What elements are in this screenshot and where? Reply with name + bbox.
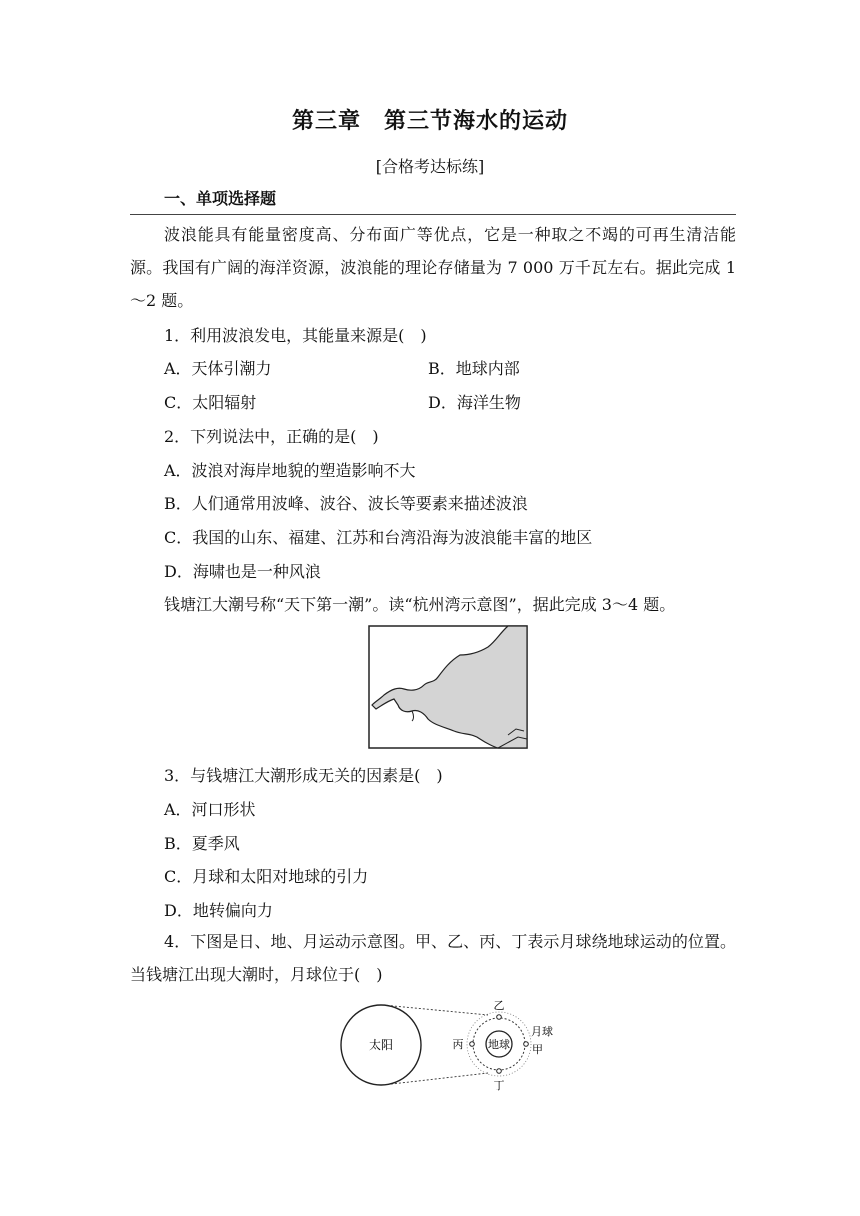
sun-label: 太阳: [368, 1038, 394, 1052]
section-divider: [130, 214, 736, 215]
earth-label: 地球: [488, 1038, 510, 1051]
position-ding-label: 丁: [493, 1079, 505, 1092]
q1-option-b: B．地球内部: [428, 359, 520, 378]
moon-bing: [470, 1042, 475, 1047]
exercise-subtitle: [合格考达标练]: [375, 157, 485, 176]
position-yi-label: 乙: [493, 999, 505, 1012]
q1-option-d: D．海洋生物: [428, 393, 521, 412]
moon-ding: [497, 1069, 502, 1074]
q2-option-a: A．波浪对海岸地貌的塑造影响不大: [164, 461, 416, 480]
q2-option-d: D．海啸也是一种风浪: [164, 562, 321, 581]
sun-earth-moon-diagram: [336, 995, 566, 1095]
moon-label: 月球: [531, 1025, 553, 1038]
position-bing-label: 丙: [452, 1038, 464, 1051]
q1-option-a: A．天体引潮力: [164, 359, 272, 378]
q2-option-c: C．我国的山东、福建、江苏和台湾沿海为波浪能丰富的地区: [164, 528, 593, 547]
q3-option-a: A．河口形状: [164, 800, 256, 819]
intro-paragraph-1: 波浪能具有能量密度高、分布面广等优点，它是一种取之不竭的可再生清洁能源。我国有广阔的海洋资源，波浪能的理论存储量为 7 000 万千瓦左右。据此完成 1～2 题。: [130, 225, 736, 310]
position-jia-label: 甲: [532, 1043, 543, 1056]
page-title: 第三章 第三节海水的运动: [291, 109, 568, 134]
moon-jia: [524, 1042, 529, 1047]
question-4-stem: 4．下图是日、地、月运动示意图。甲、乙、丙、丁表示月球绕地球运动的位置。当钱塘江出现大潮时，月球位于( ): [130, 932, 736, 984]
q3-option-c: C．月球和太阳对地球的引力: [164, 867, 369, 886]
question-3-stem: 3．与钱塘江大潮形成无关的因素是( ): [164, 766, 443, 785]
q3-option-b: B．夏季风: [164, 834, 240, 853]
q1-option-c: C．太阳辐射: [164, 393, 257, 412]
section-heading: 一、单项选择题: [164, 189, 277, 208]
intro-paragraph-2: 钱塘江大潮号称“天下第一潮”。读“杭州湾示意图”，据此完成 3～4 题。: [164, 595, 676, 614]
question-2-stem: 2．下列说法中，正确的是( ): [164, 427, 379, 446]
q3-option-d: D．地转偏向力: [164, 901, 273, 920]
hangzhou-bay-map: [368, 625, 528, 749]
moon-yi: [497, 1015, 502, 1020]
q2-option-b: B．人们通常用波峰、波谷、波长等要素来描述波浪: [164, 494, 528, 513]
question-1-stem: 1．利用波浪发电，其能量来源是( ): [164, 326, 427, 345]
